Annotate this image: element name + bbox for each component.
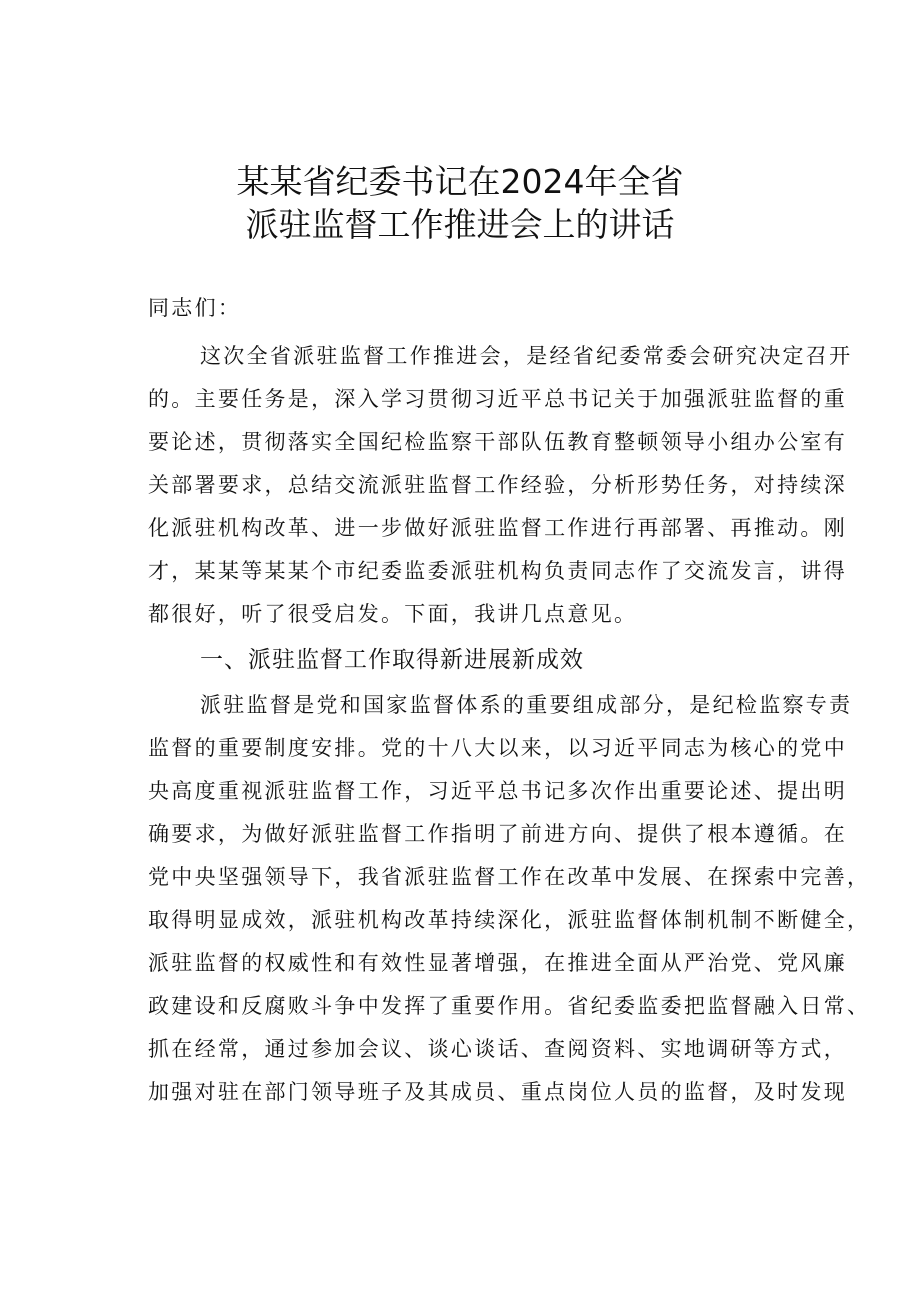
paragraph-1-line: 才，某某等某某个市纪委监委派驻机构负责同志作了交流发言，讲得 (148, 559, 847, 583)
paragraph-2-line: 党中央坚强领导下，我省派驻监督工作在改革中发展、在探索中完善， (148, 865, 871, 889)
paragraph-2-line: 派驻监督是党和国家监督体系的重要组成部分，是纪检监察专责 (200, 693, 853, 717)
paragraph-2-line: 抓在经常，通过参加会议、谈心谈话、查阅资料、实地调研等方式， (148, 1037, 847, 1061)
paragraph-2-line: 监督的重要制度安排。党的十八大以来，以习近平同志为核心的党中 (148, 736, 847, 760)
paragraph-1-line: 化派驻机构改革、进一步做好派驻监督工作进行再部署、再推动。刚 (148, 516, 847, 540)
salutation: 同志们： (148, 296, 242, 320)
paragraph-1-line: 关部署要求，总结交流派驻监督工作经验，分析形势任务，对持续深 (148, 473, 847, 497)
paragraph-1-line: 的。主要任务是，深入学习贯彻习近平总书记关于加强派驻监督的重 (148, 387, 847, 411)
paragraph-2-line: 加强对驻在部门领导班子及其成员、重点岗位人员的监督，及时发现 (148, 1080, 847, 1104)
document-title-line-2: 派驻监督工作推进会上的讲话 (245, 205, 675, 244)
section-heading-1: 一、派驻监督工作取得新进展新成效 (200, 647, 584, 673)
paragraph-2-line: 取得明显成效，派驻机构改革持续深化，派驻监督体制机制不断健全， (148, 908, 871, 932)
paragraph-2-line: 政建设和反腐败斗争中发挥了重要作用。省纪委监委把监督融入日常、 (148, 994, 871, 1018)
paragraph-1-line: 都很好，听了很受启发。下面，我讲几点意见。 (148, 602, 638, 626)
paragraph-1-line: 要论述，贯彻落实全国纪检监察干部队伍教育整顿领导小组办公室有 (148, 430, 847, 454)
paragraph-2-line: 派驻监督的权威性和有效性显著增强，在推进全面从严治党、党风廉 (148, 951, 847, 975)
paragraph-2-line: 央高度重视派驻监督工作，习近平总书记多次作出重要论述、提出明 (148, 779, 847, 803)
paragraph-2-line: 确要求，为做好派驻监督工作指明了前进方向、提供了根本遵循。在 (148, 822, 847, 846)
paragraph-1-line: 这次全省派驻监督工作推进会，是经省纪委常委会研究决定召开 (200, 344, 853, 368)
document-title-line-1: 某某省纪委书记在2024年全省 (236, 162, 684, 201)
